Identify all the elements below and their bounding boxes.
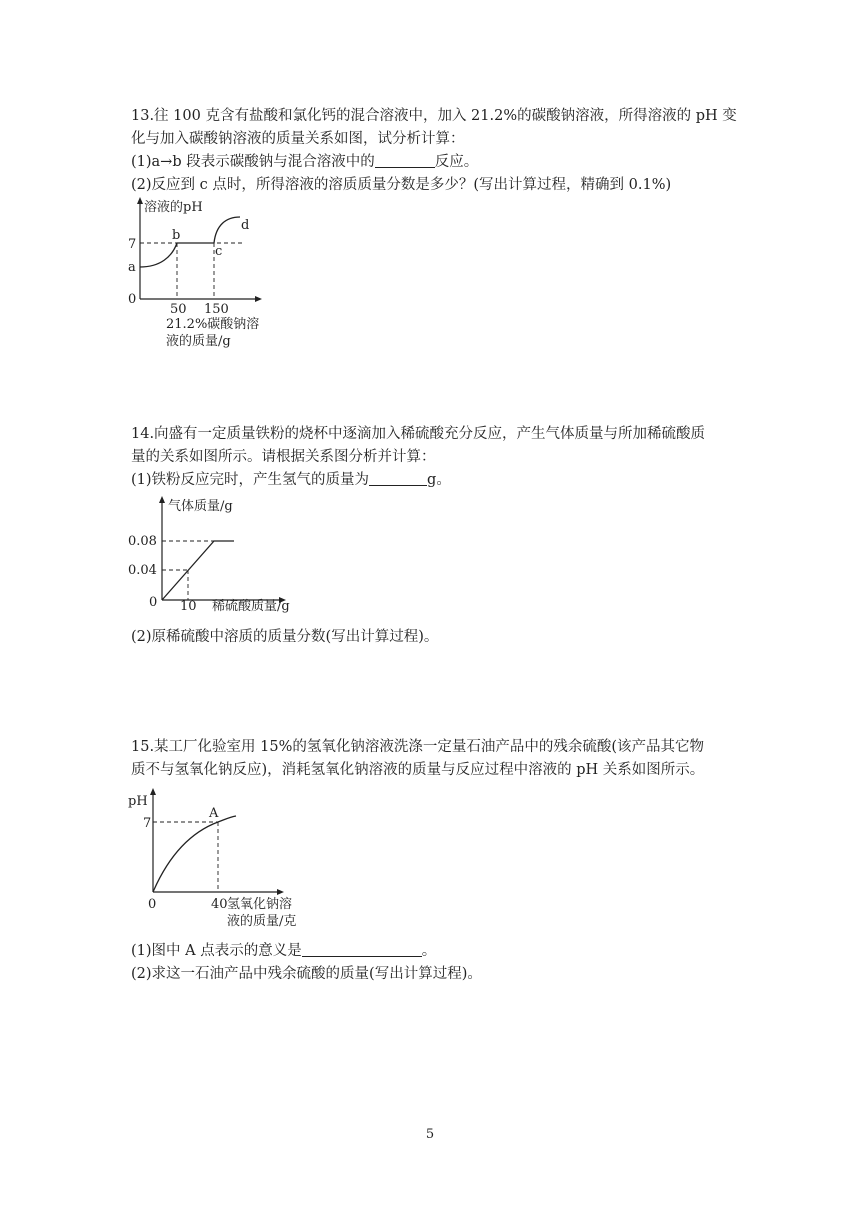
q15-y-label: pH	[128, 794, 148, 809]
q14-part-1-text: (1)铁粉反应完时，产生氢气的质量为	[131, 472, 370, 488]
q14-answer-blank	[369, 471, 427, 486]
q13-y-label: 溶液的pH	[144, 200, 203, 215]
q13-x-label-line-2: 液的质量/g	[166, 334, 231, 349]
q13-point-a: a	[128, 260, 136, 275]
q14-part-1-tail: g。	[427, 472, 451, 488]
q13-point-c: c	[215, 244, 223, 259]
q14-gas-chart	[124, 490, 324, 618]
q13-ph-curve	[140, 217, 240, 267]
q15-y-tick-7: 7	[143, 816, 152, 831]
q15-point-a: A	[209, 806, 219, 821]
q13-part-1-tail: 反应。	[434, 154, 479, 170]
q14-y-tick-008: 0.08	[128, 534, 157, 549]
q13-stem-line-2: 化与加入碳酸钠溶液的质量关系如图，试分析计算：	[131, 131, 465, 147]
q15-origin: 0	[148, 897, 157, 912]
q15-y-arrow	[150, 788, 156, 795]
q13-ph-chart	[122, 195, 292, 355]
q15-ph-curve	[153, 816, 236, 892]
q13-answer-blank	[375, 153, 435, 168]
q15-part-2: (2)求这一石油产品中残余硫酸的质量(写出计算过程)。	[131, 966, 482, 982]
q13-part-1	[131, 152, 478, 172]
q15-part-1-tail: 。	[421, 943, 437, 959]
q14-x-tick-10: 10	[180, 599, 197, 614]
q13-point-d: d	[241, 218, 250, 233]
q13-point-b: b	[172, 228, 181, 243]
q15-part-1-text: (1)图中 A 点表示的意义是	[131, 943, 302, 959]
q13-x-tick-150: 150	[204, 302, 229, 317]
q14-x-label: 稀硫酸质量/g	[212, 599, 290, 614]
q13-x-arrow	[255, 296, 262, 302]
q13-part-1-text: (1)a→b 段表示碳酸钠与混合溶液中的	[131, 154, 375, 170]
q15-answer-blank	[302, 942, 422, 957]
q15-stem-line-1: 15.某工厂化验室用 15%的氢氧化钠溶液洗涤一定量石油产品中的残余硫酸(该产品其它物	[131, 739, 705, 755]
q13-origin: 0	[128, 292, 137, 307]
q15-x-tick-40: 40	[211, 897, 228, 912]
q14-part-2: (2)原稀硫酸中溶质的质量分数(写出计算过程)。	[131, 629, 439, 645]
q13-x-tick-50: 50	[170, 302, 187, 317]
q13-stem-line-1: 13.往 100 克含有盐酸和氯化钙的混合溶液中，加入 21.2%的碳酸钠溶液，所得溶液的 pH 变	[131, 108, 737, 124]
q13-part-2: (2)反应到 c 点时，所得溶液的溶质质量分数是多少？(写出计算过程，精确到 0.1%)	[131, 177, 672, 193]
q14-y-tick-004: 0.04	[128, 563, 157, 578]
q15-stem-line-2: 质不与氢氧化钠反应)，消耗氢氧化钠溶液的质量与反应过程中溶液的 pH 关系如图所示。	[131, 762, 705, 778]
q13-x-label-line-1: 21.2%碳酸钠溶	[166, 317, 260, 332]
q14-gas-curve	[162, 541, 234, 600]
q14-stem-line-2: 量的关系如图所示。请根据关系图分析并计算：	[131, 449, 436, 465]
q15-x-label-line-2: 液的质量/克	[227, 914, 297, 929]
q14-y-arrow	[159, 496, 165, 503]
q15-ph-chart	[126, 784, 326, 932]
q13-y-arrow	[137, 197, 143, 204]
q13-y-tick-7: 7	[128, 237, 137, 252]
page-number: 5	[425, 1127, 435, 1142]
q14-part-1	[131, 470, 451, 490]
q14-stem-line-1: 14.向盛有一定质量铁粉的烧杯中逐滴加入稀硫酸充分反应，产生气体质量与所加稀硫酸质	[131, 426, 706, 442]
q14-y-label: 气体质量/g	[168, 499, 233, 514]
q14-origin: 0	[149, 595, 158, 610]
q15-x-arrow	[277, 889, 284, 895]
q15-part-1	[131, 941, 436, 961]
q15-x-label-line-1: 氢氧化钠溶	[227, 897, 293, 912]
